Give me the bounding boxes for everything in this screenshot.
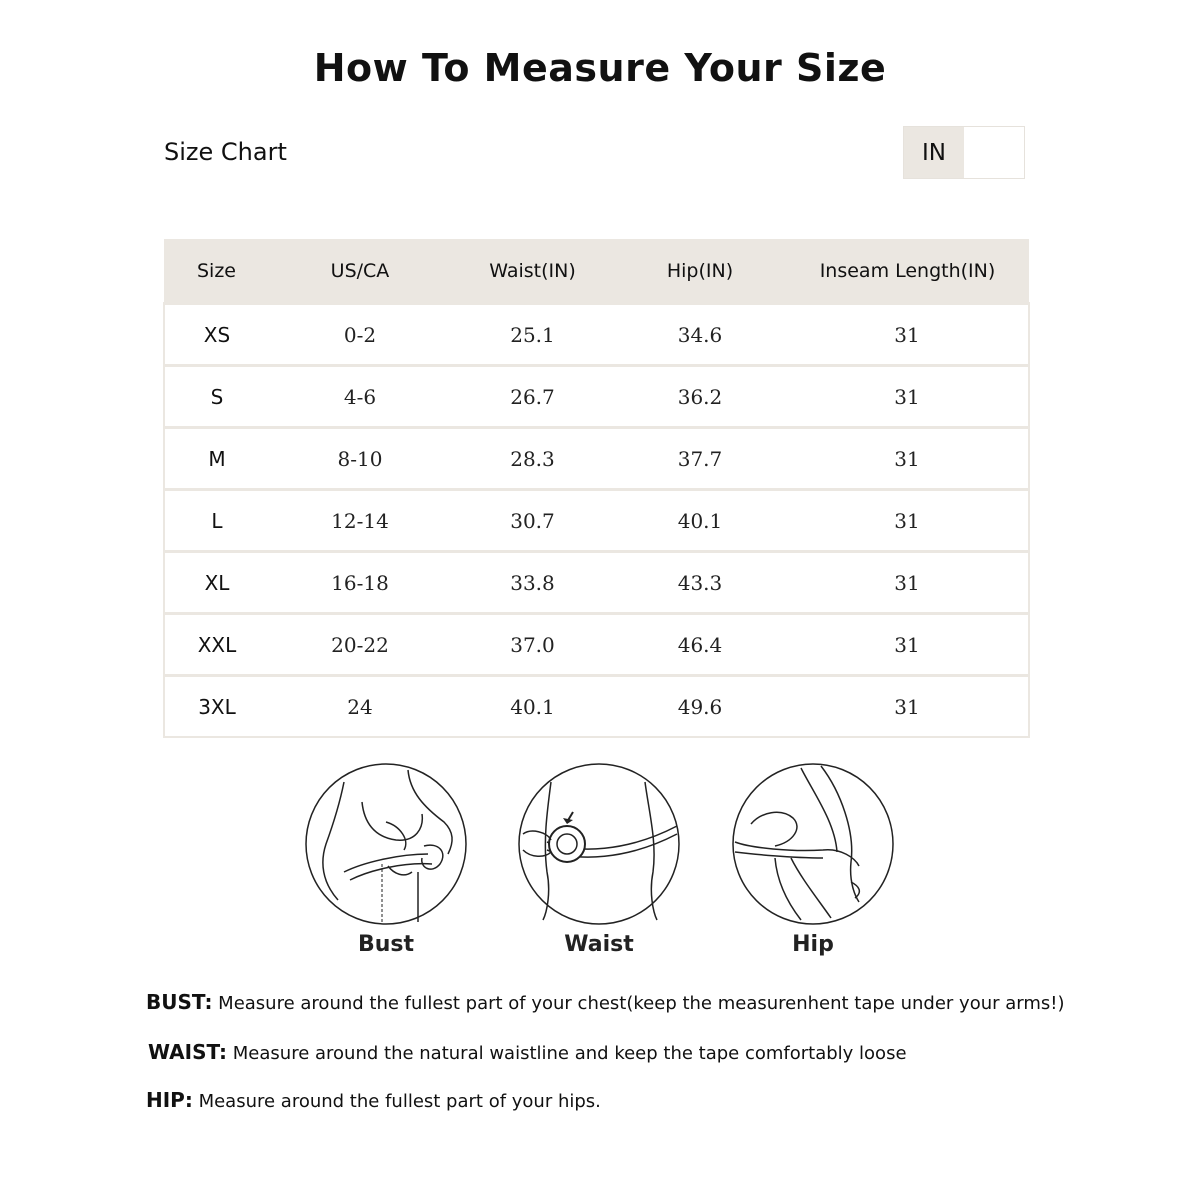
- cell-size: S: [164, 366, 269, 428]
- cell-size: 3XL: [164, 676, 269, 738]
- cell-us-ca: 12-14: [269, 490, 451, 552]
- instruction-text: Measure around the fullest part of your chest(keep the measurenhent tape under your arms!): [218, 993, 1065, 1014]
- instruction-text: Measure around the fullest part of your hips.: [198, 1091, 601, 1112]
- cell-hip: 43.3: [614, 552, 786, 614]
- unit-option-cm[interactable]: [964, 127, 1024, 178]
- table-row: [164, 676, 1029, 738]
- cell-inseam: 31: [786, 614, 1029, 676]
- cell-waist: 40.1: [451, 676, 614, 738]
- instruction-hip: [146, 1088, 601, 1112]
- cell-size: XS: [164, 304, 269, 366]
- instruction-term: WAIST:: [148, 1040, 228, 1064]
- cell-hip: 34.6: [614, 304, 786, 366]
- cell-hip: 46.4: [614, 614, 786, 676]
- table-row: [164, 490, 1029, 552]
- hip-figure: [731, 762, 895, 957]
- cell-inseam: 31: [786, 366, 1029, 428]
- cell-hip: 37.7: [614, 428, 786, 490]
- table-row: [164, 366, 1029, 428]
- instruction-waist: [148, 1040, 907, 1064]
- unit-toggle[interactable]: [903, 126, 1025, 179]
- table-row: [164, 552, 1029, 614]
- cell-waist: 30.7: [451, 490, 614, 552]
- header-size: Size: [164, 239, 269, 304]
- cell-hip: 49.6: [614, 676, 786, 738]
- cell-size: L: [164, 490, 269, 552]
- size-chart-label: Size Chart: [164, 138, 287, 166]
- hip-illustration-icon: [731, 762, 895, 926]
- instruction-term: HIP:: [146, 1088, 193, 1112]
- bust-figure: [304, 762, 468, 957]
- table-header-row: [164, 239, 1029, 304]
- waist-figure: [517, 762, 681, 957]
- cell-us-ca: 20-22: [269, 614, 451, 676]
- instruction-term: BUST:: [146, 990, 213, 1014]
- cell-inseam: 31: [786, 304, 1029, 366]
- table-row: [164, 614, 1029, 676]
- unit-option-in[interactable]: IN: [904, 127, 964, 178]
- cell-us-ca: 4-6: [269, 366, 451, 428]
- cell-waist: 33.8: [451, 552, 614, 614]
- cell-waist: 26.7: [451, 366, 614, 428]
- header-us-ca: US/CA: [269, 239, 451, 304]
- cell-us-ca: 16-18: [269, 552, 451, 614]
- table-row: [164, 304, 1029, 366]
- table-row: [164, 428, 1029, 490]
- header-inseam: Inseam Length(IN): [786, 239, 1029, 304]
- cell-inseam: 31: [786, 676, 1029, 738]
- cell-inseam: 31: [786, 428, 1029, 490]
- cell-waist: 25.1: [451, 304, 614, 366]
- cell-hip: 36.2: [614, 366, 786, 428]
- cell-us-ca: 8-10: [269, 428, 451, 490]
- cell-waist: 37.0: [451, 614, 614, 676]
- bust-illustration-icon: [304, 762, 468, 926]
- cell-hip: 40.1: [614, 490, 786, 552]
- hip-label: Hip: [792, 932, 834, 957]
- page-title: How To Measure Your Size: [313, 46, 887, 90]
- cell-size: XL: [164, 552, 269, 614]
- instruction-bust: [146, 990, 1065, 1014]
- size-table: [163, 239, 1030, 738]
- waist-illustration-icon: [517, 762, 681, 926]
- instruction-text: Measure around the natural waistline and keep the tape comfortably loose: [232, 1043, 907, 1064]
- cell-us-ca: 24: [269, 676, 451, 738]
- cell-us-ca: 0-2: [269, 304, 451, 366]
- cell-size: XXL: [164, 614, 269, 676]
- header-waist: Waist(IN): [451, 239, 614, 304]
- cell-waist: 28.3: [451, 428, 614, 490]
- bust-label: Bust: [357, 932, 415, 957]
- cell-inseam: 31: [786, 552, 1029, 614]
- waist-label: Waist: [564, 932, 634, 957]
- header-hip: Hip(IN): [614, 239, 786, 304]
- cell-inseam: 31: [786, 490, 1029, 552]
- cell-size: M: [164, 428, 269, 490]
